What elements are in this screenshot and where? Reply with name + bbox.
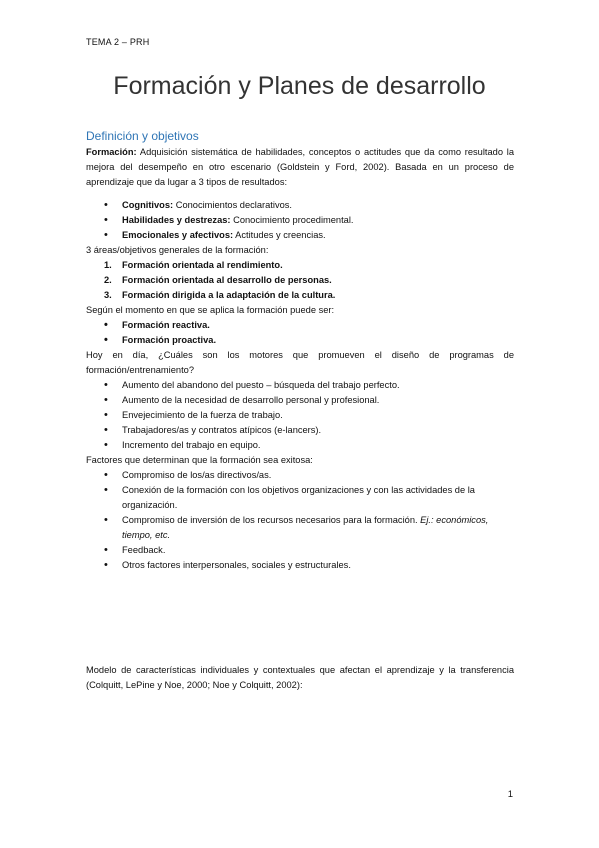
page-title: Formación y Planes de desarrollo — [113, 72, 486, 100]
list-item: • Envejecimiento de la fuerza de trabajo. — [86, 408, 514, 423]
list-item: • Formación proactiva. — [86, 333, 514, 348]
result-term: Emocionales y afectivos: — [122, 230, 234, 240]
definition-paragraph — [86, 145, 514, 190]
factors-list — [86, 468, 514, 573]
area-text: Formación orientada al rendimiento. — [122, 260, 283, 270]
factor-text: Otros factores interpersonales, sociales y estructurales. — [122, 560, 351, 570]
list-item — [86, 543, 514, 558]
moments-list — [86, 318, 514, 348]
list-item: • Aumento de la necesidad de desarrollo personal y profesional. — [86, 393, 514, 408]
list-item — [86, 198, 514, 213]
areas-intro: 3 áreas/objetivos generales de la formación: — [86, 245, 269, 255]
factor-text: Feedback. — [122, 545, 166, 555]
section-heading: Definición y objetivos — [86, 129, 199, 143]
list-item — [86, 258, 514, 273]
list-number: 2. — [104, 275, 112, 285]
list-item: • Formación reactiva. — [86, 318, 514, 333]
list-item — [86, 228, 514, 243]
moment-intro: Según el momento en que se aplica la formación puede ser: — [86, 305, 335, 315]
list-item: • Aumento del abandono del puesto – búsqueda del trabajo perfecto. — [86, 378, 514, 393]
motors-list — [86, 378, 514, 453]
model-paragraph: Modelo de características individuales y contextuales que afectan el aprendizaje y la transferencia (Colquitt, LePine y Noe, 2000; Noe y Colquitt, 2002): — [86, 665, 514, 690]
list-number: 1. — [104, 260, 112, 270]
result-text: Conocimiento procedimental. — [230, 215, 354, 225]
list-item — [86, 273, 514, 288]
area-text: Formación dirigida a la adaptación de la cultura. — [122, 290, 336, 300]
list-item — [86, 213, 514, 228]
result-text: Actitudes y creencias. — [233, 230, 326, 240]
result-term: Habilidades y destrezas: — [122, 215, 231, 225]
factors-intro: Factores que determinan que la formación sea exitosa: — [86, 455, 313, 465]
list-item — [86, 483, 514, 513]
list-item: • Trabajadores/as y contratos atípicos (e-lancers). — [86, 423, 514, 438]
factor-text: Compromiso de inversión de los recursos necesarios para la formación. — [122, 515, 421, 525]
result-text: Conocimientos declarativos. — [173, 200, 292, 210]
factor-example: Ej.: económicos, tiempo, etc. — [122, 515, 489, 540]
results-list — [86, 198, 514, 243]
motors-intro: Hoy en día, ¿Cuáles son los motores que promueven el diseño de programas de formación/entrenamiento? — [86, 350, 514, 375]
definition-text: Adquisición sistemática de habilidades, conceptos o actitudes que da como resultado la mejora del desempeño en otro escenario (Goldstein y Ford, 2002). Basada en un proceso de aprendizaje que da lugar a 3 tipos de resultados: — [86, 147, 514, 187]
area-text: Formación orientada al desarrollo de personas. — [122, 275, 332, 285]
list-number: 3. — [104, 290, 112, 300]
list-item — [86, 513, 514, 543]
page-header: TEMA 2 – PRH — [86, 37, 150, 47]
definition-term: Formación: — [86, 147, 137, 157]
list-item — [86, 288, 514, 303]
list-item — [86, 468, 514, 483]
factor-text: Compromiso de los/as directivos/as. — [122, 470, 272, 480]
result-term: Cognitivos: — [122, 200, 174, 210]
document-body — [86, 128, 514, 693]
factor-text: Conexión de la formación con los objetivos organizaciones y con las actividades de la organización. — [122, 485, 475, 510]
list-item: • Incremento del trabajo en equipo. — [86, 438, 514, 453]
areas-list — [86, 258, 514, 303]
blank-space — [86, 573, 514, 663]
list-item — [86, 558, 514, 573]
page-number: 1 — [507, 789, 513, 800]
